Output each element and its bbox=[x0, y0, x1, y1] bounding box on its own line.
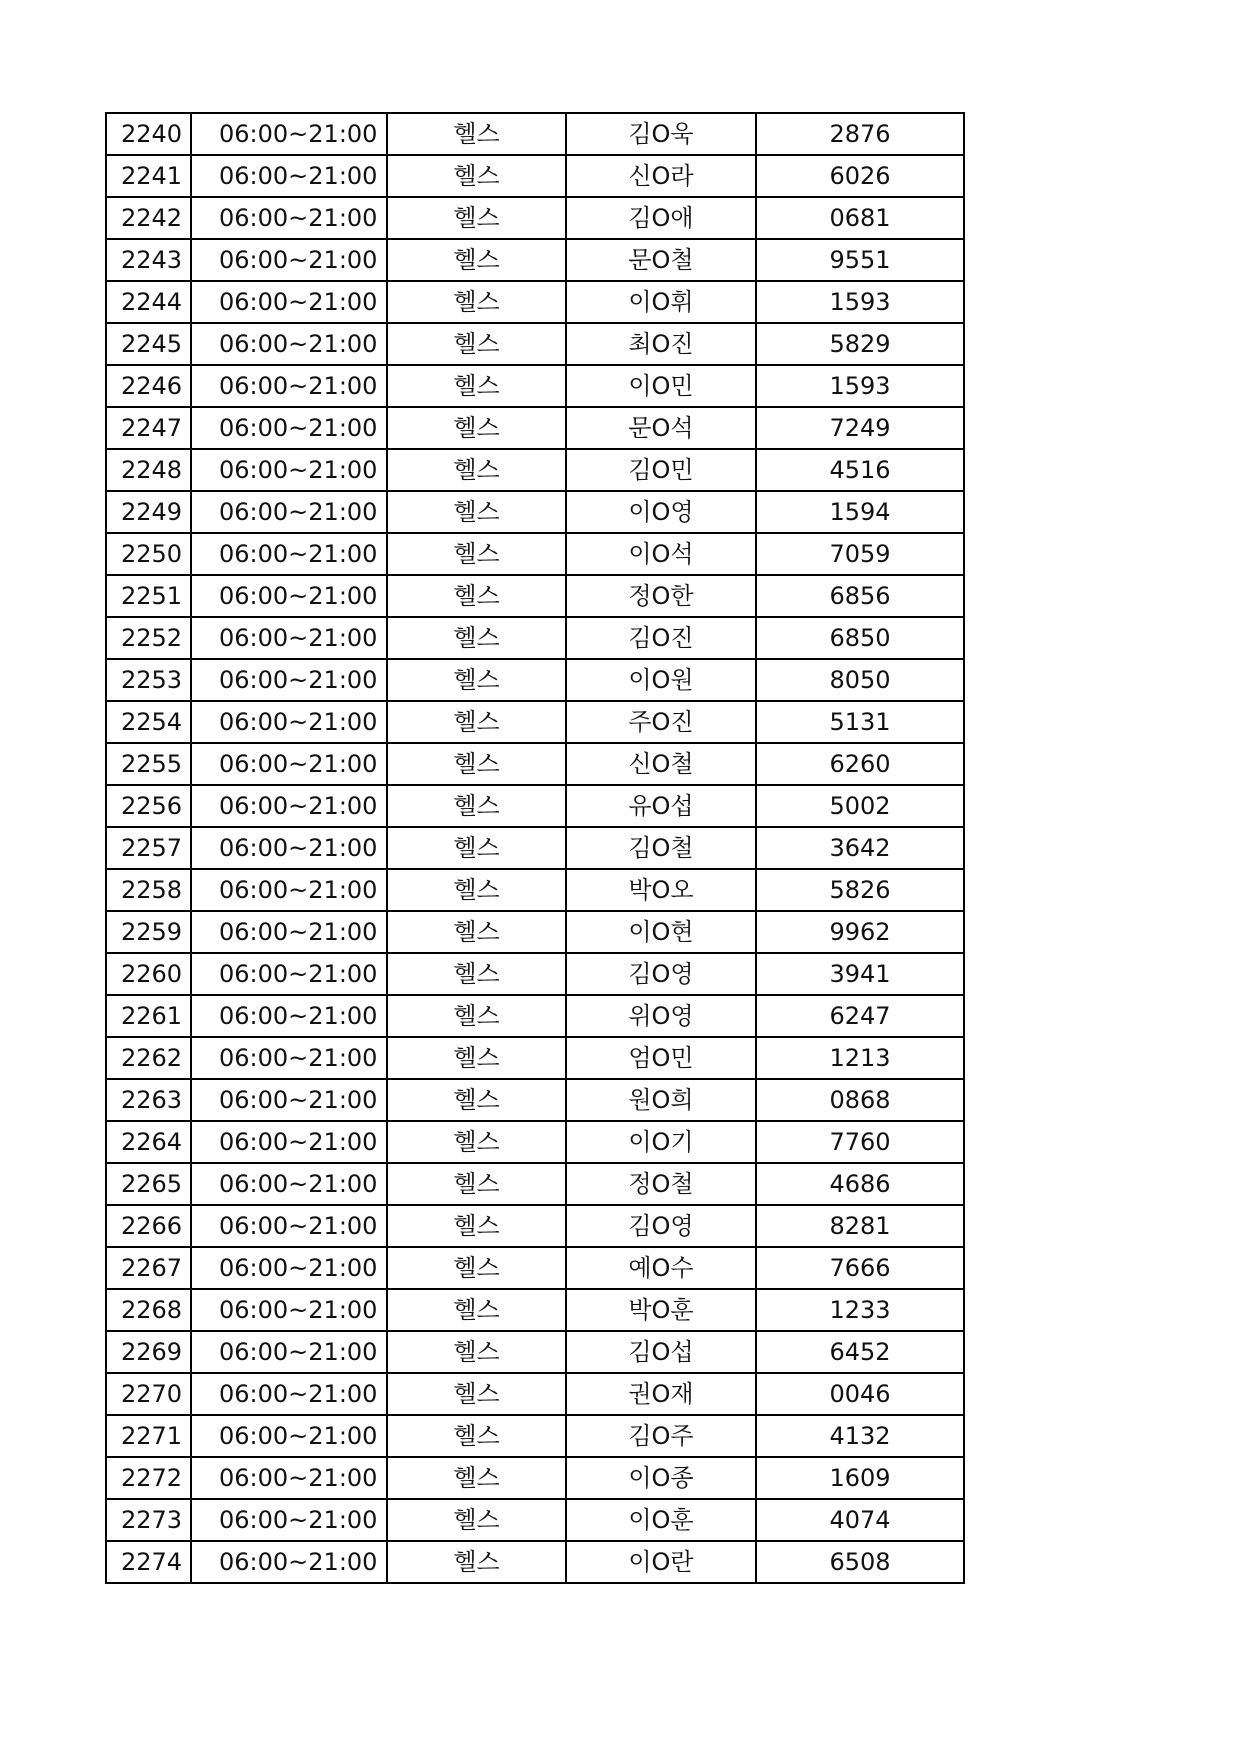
table-row bbox=[106, 1247, 964, 1289]
hours-cell: 06:00~21:00 bbox=[191, 1541, 387, 1583]
hours-cell: 06:00~21:00 bbox=[191, 449, 387, 491]
member-name-cell: 김O영 bbox=[566, 953, 756, 995]
member-number-cell: 2274 bbox=[106, 1541, 191, 1583]
table-row bbox=[106, 281, 964, 323]
hours-cell: 06:00~21:00 bbox=[191, 1289, 387, 1331]
member-name-cell: 문O철 bbox=[566, 239, 756, 281]
table-row bbox=[106, 659, 964, 701]
membership-type-cell: 헬스 bbox=[387, 323, 566, 365]
hours-cell: 06:00~21:00 bbox=[191, 365, 387, 407]
membership-type-cell: 헬스 bbox=[387, 1205, 566, 1247]
table-row bbox=[106, 1205, 964, 1247]
member-code-cell: 7760 bbox=[756, 1121, 964, 1163]
member-name-cell: 김O민 bbox=[566, 449, 756, 491]
table-row bbox=[106, 1415, 964, 1457]
hours-cell: 06:00~21:00 bbox=[191, 785, 387, 827]
hours-cell: 06:00~21:00 bbox=[191, 1037, 387, 1079]
table-row bbox=[106, 953, 964, 995]
member-code-cell: 4132 bbox=[756, 1415, 964, 1457]
member-number-cell: 2273 bbox=[106, 1499, 191, 1541]
member-name-cell: 김O진 bbox=[566, 617, 756, 659]
table-row bbox=[106, 617, 964, 659]
membership-type-cell: 헬스 bbox=[387, 155, 566, 197]
member-code-cell: 6452 bbox=[756, 1331, 964, 1373]
member-code-cell: 1594 bbox=[756, 491, 964, 533]
hours-cell: 06:00~21:00 bbox=[191, 1079, 387, 1121]
member-name-cell: 박O훈 bbox=[566, 1289, 756, 1331]
table-row bbox=[106, 449, 964, 491]
table-row bbox=[106, 323, 964, 365]
member-code-cell: 5131 bbox=[756, 701, 964, 743]
membership-type-cell: 헬스 bbox=[387, 1079, 566, 1121]
member-name-cell: 엄O민 bbox=[566, 1037, 756, 1079]
table-row bbox=[106, 1373, 964, 1415]
membership-type-cell: 헬스 bbox=[387, 701, 566, 743]
member-number-cell: 2258 bbox=[106, 869, 191, 911]
member-number-cell: 2266 bbox=[106, 1205, 191, 1247]
member-number-cell: 2255 bbox=[106, 743, 191, 785]
member-name-cell: 이O원 bbox=[566, 659, 756, 701]
hours-cell: 06:00~21:00 bbox=[191, 407, 387, 449]
hours-cell: 06:00~21:00 bbox=[191, 1373, 387, 1415]
member-code-cell: 6260 bbox=[756, 743, 964, 785]
member-number-cell: 2240 bbox=[106, 113, 191, 155]
member-number-cell: 2245 bbox=[106, 323, 191, 365]
member-name-cell: 이O종 bbox=[566, 1457, 756, 1499]
member-name-cell: 권O재 bbox=[566, 1373, 756, 1415]
membership-type-cell: 헬스 bbox=[387, 407, 566, 449]
membership-type-cell: 헬스 bbox=[387, 827, 566, 869]
member-number-cell: 2246 bbox=[106, 365, 191, 407]
member-table bbox=[105, 112, 965, 1584]
member-code-cell: 9551 bbox=[756, 239, 964, 281]
member-code-cell: 7059 bbox=[756, 533, 964, 575]
member-name-cell: 이O란 bbox=[566, 1541, 756, 1583]
member-code-cell: 6026 bbox=[756, 155, 964, 197]
member-number-cell: 2269 bbox=[106, 1331, 191, 1373]
table-row bbox=[106, 197, 964, 239]
member-code-cell: 1213 bbox=[756, 1037, 964, 1079]
member-code-cell: 1593 bbox=[756, 281, 964, 323]
member-name-cell: 정O철 bbox=[566, 1163, 756, 1205]
member-name-cell: 위O영 bbox=[566, 995, 756, 1037]
table-row bbox=[106, 1121, 964, 1163]
member-number-cell: 2262 bbox=[106, 1037, 191, 1079]
member-code-cell: 6508 bbox=[756, 1541, 964, 1583]
membership-type-cell: 헬스 bbox=[387, 911, 566, 953]
member-name-cell: 김O영 bbox=[566, 1205, 756, 1247]
member-code-cell: 0681 bbox=[756, 197, 964, 239]
hours-cell: 06:00~21:00 bbox=[191, 953, 387, 995]
hours-cell: 06:00~21:00 bbox=[191, 995, 387, 1037]
hours-cell: 06:00~21:00 bbox=[191, 1457, 387, 1499]
hours-cell: 06:00~21:00 bbox=[191, 743, 387, 785]
member-number-cell: 2241 bbox=[106, 155, 191, 197]
membership-type-cell: 헬스 bbox=[387, 995, 566, 1037]
table-row bbox=[106, 155, 964, 197]
membership-type-cell: 헬스 bbox=[387, 785, 566, 827]
membership-type-cell: 헬스 bbox=[387, 953, 566, 995]
membership-type-cell: 헬스 bbox=[387, 239, 566, 281]
member-name-cell: 김O주 bbox=[566, 1415, 756, 1457]
hours-cell: 06:00~21:00 bbox=[191, 617, 387, 659]
table-row bbox=[106, 1331, 964, 1373]
hours-cell: 06:00~21:00 bbox=[191, 869, 387, 911]
member-number-cell: 2267 bbox=[106, 1247, 191, 1289]
member-name-cell: 문O석 bbox=[566, 407, 756, 449]
member-code-cell: 5826 bbox=[756, 869, 964, 911]
member-number-cell: 2256 bbox=[106, 785, 191, 827]
member-number-cell: 2257 bbox=[106, 827, 191, 869]
member-name-cell: 이O훈 bbox=[566, 1499, 756, 1541]
member-code-cell: 2876 bbox=[756, 113, 964, 155]
table-row bbox=[106, 827, 964, 869]
member-name-cell: 이O기 bbox=[566, 1121, 756, 1163]
table-row bbox=[106, 701, 964, 743]
membership-type-cell: 헬스 bbox=[387, 1163, 566, 1205]
member-code-cell: 7666 bbox=[756, 1247, 964, 1289]
member-code-cell: 1233 bbox=[756, 1289, 964, 1331]
hours-cell: 06:00~21:00 bbox=[191, 659, 387, 701]
member-number-cell: 2260 bbox=[106, 953, 191, 995]
member-number-cell: 2252 bbox=[106, 617, 191, 659]
table-row bbox=[106, 1289, 964, 1331]
member-number-cell: 2253 bbox=[106, 659, 191, 701]
member-number-cell: 2261 bbox=[106, 995, 191, 1037]
member-name-cell: 예O수 bbox=[566, 1247, 756, 1289]
membership-type-cell: 헬스 bbox=[387, 449, 566, 491]
member-number-cell: 2268 bbox=[106, 1289, 191, 1331]
membership-type-cell: 헬스 bbox=[387, 1541, 566, 1583]
hours-cell: 06:00~21:00 bbox=[191, 113, 387, 155]
member-code-cell: 3941 bbox=[756, 953, 964, 995]
member-code-cell: 8281 bbox=[756, 1205, 964, 1247]
membership-type-cell: 헬스 bbox=[387, 1331, 566, 1373]
table-row bbox=[106, 743, 964, 785]
member-name-cell: 신O철 bbox=[566, 743, 756, 785]
member-name-cell: 김O애 bbox=[566, 197, 756, 239]
hours-cell: 06:00~21:00 bbox=[191, 155, 387, 197]
member-name-cell: 김O섭 bbox=[566, 1331, 756, 1373]
member-name-cell: 주O진 bbox=[566, 701, 756, 743]
member-code-cell: 7249 bbox=[756, 407, 964, 449]
membership-type-cell: 헬스 bbox=[387, 491, 566, 533]
member-number-cell: 2270 bbox=[106, 1373, 191, 1415]
member-name-cell: 이O석 bbox=[566, 533, 756, 575]
member-name-cell: 박O오 bbox=[566, 869, 756, 911]
table-row bbox=[106, 869, 964, 911]
membership-type-cell: 헬스 bbox=[387, 281, 566, 323]
table-row bbox=[106, 911, 964, 953]
member-name-cell: 이O영 bbox=[566, 491, 756, 533]
member-number-cell: 2243 bbox=[106, 239, 191, 281]
member-name-cell: 정O한 bbox=[566, 575, 756, 617]
table-row bbox=[106, 365, 964, 407]
table-row bbox=[106, 533, 964, 575]
hours-cell: 06:00~21:00 bbox=[191, 1247, 387, 1289]
member-name-cell: 이O민 bbox=[566, 365, 756, 407]
membership-type-cell: 헬스 bbox=[387, 1121, 566, 1163]
member-number-cell: 2247 bbox=[106, 407, 191, 449]
member-number-cell: 2264 bbox=[106, 1121, 191, 1163]
hours-cell: 06:00~21:00 bbox=[191, 1205, 387, 1247]
member-code-cell: 6856 bbox=[756, 575, 964, 617]
member-number-cell: 2242 bbox=[106, 197, 191, 239]
table-row bbox=[106, 785, 964, 827]
member-name-cell: 원O희 bbox=[566, 1079, 756, 1121]
member-number-cell: 2259 bbox=[106, 911, 191, 953]
hours-cell: 06:00~21:00 bbox=[191, 239, 387, 281]
table-row bbox=[106, 1499, 964, 1541]
table-row bbox=[106, 491, 964, 533]
table-row bbox=[106, 239, 964, 281]
member-number-cell: 2265 bbox=[106, 1163, 191, 1205]
membership-type-cell: 헬스 bbox=[387, 617, 566, 659]
member-number-cell: 2272 bbox=[106, 1457, 191, 1499]
hours-cell: 06:00~21:00 bbox=[191, 323, 387, 365]
table-row bbox=[106, 995, 964, 1037]
membership-type-cell: 헬스 bbox=[387, 365, 566, 407]
member-code-cell: 4074 bbox=[756, 1499, 964, 1541]
membership-type-cell: 헬스 bbox=[387, 533, 566, 575]
membership-type-cell: 헬스 bbox=[387, 1289, 566, 1331]
table-row bbox=[106, 1079, 964, 1121]
membership-type-cell: 헬스 bbox=[387, 1457, 566, 1499]
membership-type-cell: 헬스 bbox=[387, 1499, 566, 1541]
membership-type-cell: 헬스 bbox=[387, 1373, 566, 1415]
hours-cell: 06:00~21:00 bbox=[191, 491, 387, 533]
member-name-cell: 유O섭 bbox=[566, 785, 756, 827]
member-code-cell: 6850 bbox=[756, 617, 964, 659]
member-name-cell: 신O라 bbox=[566, 155, 756, 197]
member-code-cell: 8050 bbox=[756, 659, 964, 701]
membership-type-cell: 헬스 bbox=[387, 575, 566, 617]
hours-cell: 06:00~21:00 bbox=[191, 1331, 387, 1373]
member-number-cell: 2263 bbox=[106, 1079, 191, 1121]
hours-cell: 06:00~21:00 bbox=[191, 197, 387, 239]
member-code-cell: 3642 bbox=[756, 827, 964, 869]
member-number-cell: 2251 bbox=[106, 575, 191, 617]
membership-type-cell: 헬스 bbox=[387, 1415, 566, 1457]
hours-cell: 06:00~21:00 bbox=[191, 533, 387, 575]
table-row bbox=[106, 407, 964, 449]
member-name-cell: 김O철 bbox=[566, 827, 756, 869]
hours-cell: 06:00~21:00 bbox=[191, 281, 387, 323]
member-name-cell: 이O휘 bbox=[566, 281, 756, 323]
table-row bbox=[106, 1163, 964, 1205]
member-code-cell: 9962 bbox=[756, 911, 964, 953]
member-code-cell: 1593 bbox=[756, 365, 964, 407]
membership-type-cell: 헬스 bbox=[387, 659, 566, 701]
table-row bbox=[106, 1037, 964, 1079]
membership-type-cell: 헬스 bbox=[387, 869, 566, 911]
table-row bbox=[106, 575, 964, 617]
hours-cell: 06:00~21:00 bbox=[191, 911, 387, 953]
hours-cell: 06:00~21:00 bbox=[191, 1163, 387, 1205]
member-code-cell: 6247 bbox=[756, 995, 964, 1037]
membership-type-cell: 헬스 bbox=[387, 1247, 566, 1289]
hours-cell: 06:00~21:00 bbox=[191, 1121, 387, 1163]
member-code-cell: 5829 bbox=[756, 323, 964, 365]
hours-cell: 06:00~21:00 bbox=[191, 575, 387, 617]
member-code-cell: 1609 bbox=[756, 1457, 964, 1499]
member-name-cell: 이O현 bbox=[566, 911, 756, 953]
hours-cell: 06:00~21:00 bbox=[191, 1499, 387, 1541]
member-number-cell: 2244 bbox=[106, 281, 191, 323]
hours-cell: 06:00~21:00 bbox=[191, 701, 387, 743]
table-row bbox=[106, 1541, 964, 1583]
membership-type-cell: 헬스 bbox=[387, 1037, 566, 1079]
table-row bbox=[106, 1457, 964, 1499]
member-code-cell: 4686 bbox=[756, 1163, 964, 1205]
hours-cell: 06:00~21:00 bbox=[191, 1415, 387, 1457]
member-number-cell: 2249 bbox=[106, 491, 191, 533]
member-number-cell: 2254 bbox=[106, 701, 191, 743]
hours-cell: 06:00~21:00 bbox=[191, 827, 387, 869]
member-number-cell: 2250 bbox=[106, 533, 191, 575]
membership-type-cell: 헬스 bbox=[387, 197, 566, 239]
member-code-cell: 5002 bbox=[756, 785, 964, 827]
member-table-body bbox=[106, 113, 964, 1583]
member-code-cell: 0046 bbox=[756, 1373, 964, 1415]
member-number-cell: 2271 bbox=[106, 1415, 191, 1457]
member-code-cell: 4516 bbox=[756, 449, 964, 491]
table-row bbox=[106, 113, 964, 155]
member-name-cell: 김O욱 bbox=[566, 113, 756, 155]
member-name-cell: 최O진 bbox=[566, 323, 756, 365]
membership-type-cell: 헬스 bbox=[387, 743, 566, 785]
member-code-cell: 0868 bbox=[756, 1079, 964, 1121]
member-number-cell: 2248 bbox=[106, 449, 191, 491]
membership-type-cell: 헬스 bbox=[387, 113, 566, 155]
